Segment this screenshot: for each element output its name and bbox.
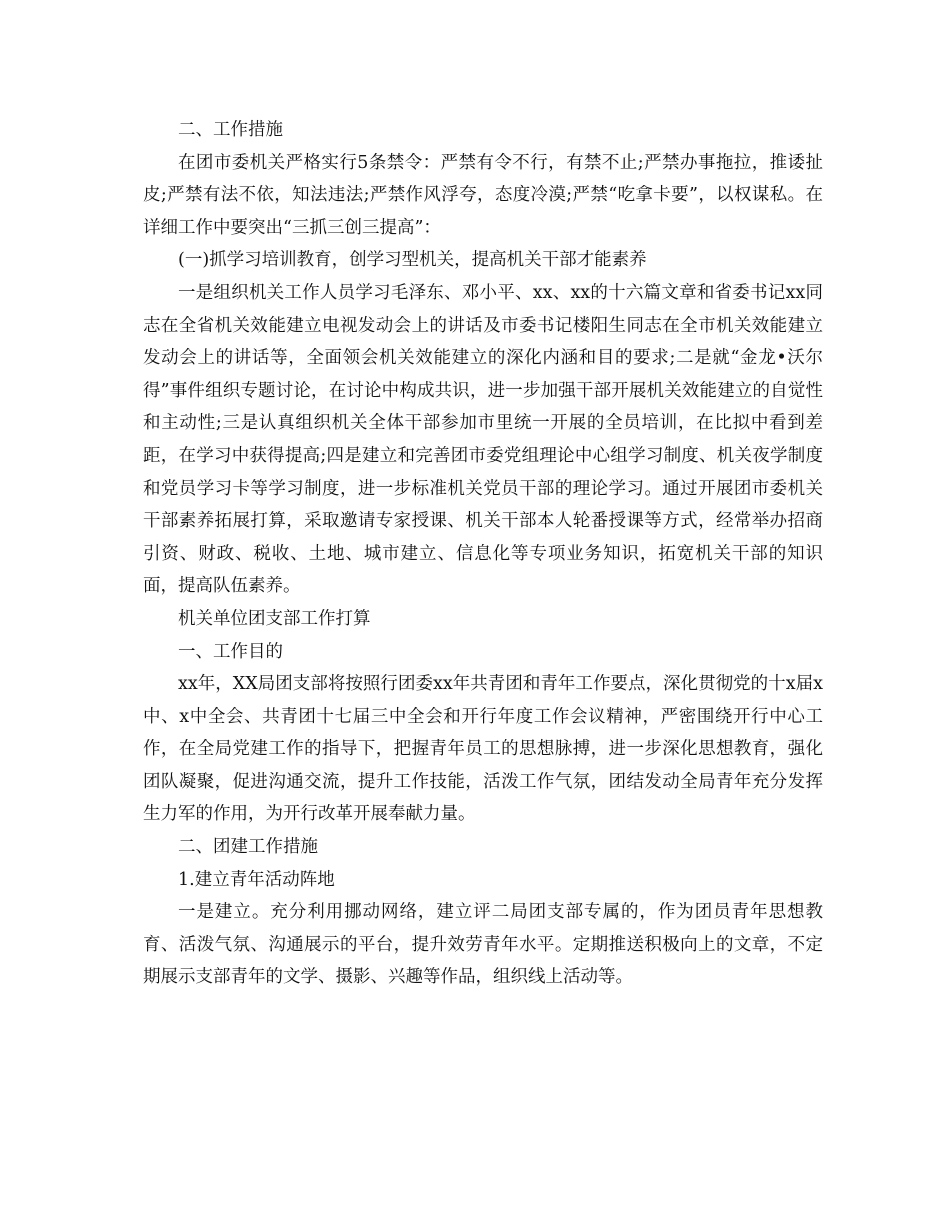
section-heading-work-goals: 一、工作目的 [178,641,283,662]
paragraph-youth-activity-base: 一是建立。充分利用挪动网络，建立评二局团支部专属的，作为团员青年思想教育、活泼气氛、沟通展示的平台，提升效劳青年水平。定期推送积极向上的文章，不定期展示支部青年的文学、摄影、兴趣等作品，组织线上活动等。 [143,902,823,988]
paragraph-work-goals: xx年，XX局团支部将按照行团委xx年共青团和青年工作要点，深化贯彻党的十x届x中、x中全会、共青团十七届三中全会和开行年度工作会议精神，严密围绕开行中心工作，在全局党建工作的指导下，把握青年员工的思想脉搏，进一步深化思想教育，强化团队凝聚，促进沟通交流，提升工作技能，活泼工作气氛，团结发动全局青年充分发挥生力军的作用，为开行改革开展奉献力量。 [143,674,823,825]
section-heading-league-building-measures: 二、团建工作措施 [178,837,318,858]
paragraph-study-organization: 一是组织机关工作人员学习毛泽东、邓小平、xx、xx的十六篇文章和省委书记xx同志在全省机关效能建立电视发动会上的讲话及市委书记楼阳生同志在全市机关效能建立发动会上的讲话等，全面领会机关效能建立的深化内涵和目的要求;二是就“金龙•沃尔得”事件组织专题讨论，在讨论中构成共识，进一步加强干部开展机关效能建立的自觉性和主动性;三是认真组织机关全体干部参加市里统一开展的全员培训，在比拟中看到差距，在学习中获得提高;四是建立和完善团市委党组理论中心组学习制度、机关夜学制度和党员学习卡等学习制度，进一步标准机关党员干部的理论学习。通过开展团市委机关干部素养拓展打算，采取邀请专家授课、机关干部本人轮番授课等方式，经常举办招商引资、财政、税收、土地、城市建立、信息化等专项业务知识，拓宽机关干部的知识面，提高队伍素养。 [143,282,823,597]
section-heading-work-measures: 二、工作措施 [178,120,283,140]
paragraph-five-prohibitions: 在团市委机关严格实行5条禁令：严禁有令不行，有禁不止;严禁办事拖拉，推诿扯皮;严禁有法不依，知法违法;严禁作风浮夸，态度冷漠;严禁“吃拿卡要”，以权谋私。在详细工作中要突出“三抓三创三提高”： [143,152,823,238]
document-body [143,114,823,994]
document-title-league-branch-plan: 机关单位团支部工作打算 [178,608,371,629]
subsection-heading-youth-activity-base: 1.建立青年活动阵地 [178,869,335,890]
subsection-heading-study-training: (一)抓学习培训教育，创学习型机关，提高机关干部才能素养 [178,250,647,271]
